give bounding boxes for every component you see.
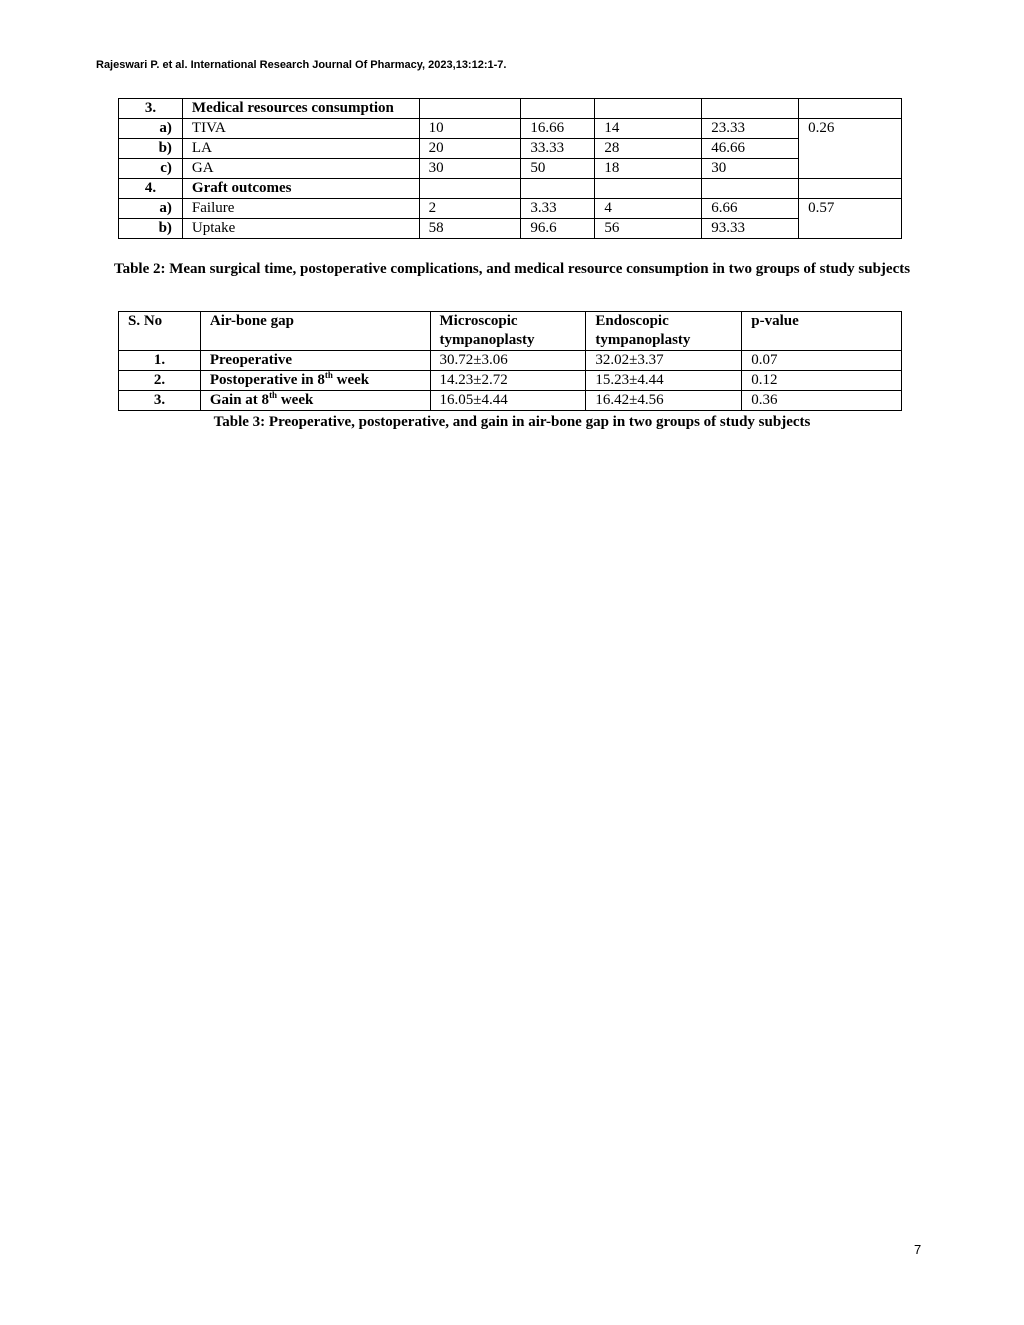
row-number: 3. [119,99,183,119]
row-label: Medical resources consumption [182,99,419,119]
header-sno: S. No [119,312,201,351]
header-p-value: p-value [742,312,902,351]
cell [702,99,799,119]
row-number: 3. [119,391,201,411]
cell [799,99,902,119]
cell [595,179,702,199]
cell [799,179,902,199]
cell: 20 [419,139,521,159]
table-row [119,119,902,139]
cell: 46.66 [702,139,799,159]
row-number: 4. [119,179,183,199]
cell: 6.66 [702,199,799,219]
row-label: Uptake [182,219,419,239]
table-row [119,139,902,159]
cell: 30.72±3.06 [430,351,586,371]
cell [702,179,799,199]
table-row [119,179,902,199]
cell: 96.6 [521,219,595,239]
cell: 32.02±3.37 [586,351,742,371]
row-number: 2. [119,371,201,391]
cell: 4 [595,199,702,219]
cell [419,179,521,199]
cell: 10 [419,119,521,139]
row-label: Gain at 8th week [200,391,430,411]
row-number: b) [119,219,183,239]
table-3 [118,311,902,411]
cell: 14.23±2.72 [430,371,586,391]
cell: 0.07 [742,351,902,371]
row-label: Preoperative [200,351,430,371]
cell [521,179,595,199]
page-number: 7 [914,1242,922,1257]
row-label: LA [182,139,419,159]
row-label: Postoperative in 8th week [200,371,430,391]
table-2-caption: Table 2: Mean surgical time, postoperative complications, and medical resource consumption in two groups of study subjects [113,261,911,277]
table-3-caption: Table 3: Preoperative, postoperative, and gain in air-bone gap in two groups of study subjects [213,414,811,430]
running-head: Rajeswari P. et al. International Research Journal Of Pharmacy, 2023,13:12:1-7. [96,59,507,71]
cell: 16.05±4.44 [430,391,586,411]
p-value-cell: 0.57 [799,199,902,239]
cell: 56 [595,219,702,239]
table-row [119,219,902,239]
table-row [119,391,902,411]
header-air-bone-gap: Air-bone gap [200,312,430,351]
row-number: c) [119,159,183,179]
cell: 50 [521,159,595,179]
table-row [119,351,902,371]
table-2 [118,98,902,239]
cell: 28 [595,139,702,159]
cell [419,99,521,119]
table-row [119,159,902,179]
cell: 3.33 [521,199,595,219]
cell: 16.42±4.56 [586,391,742,411]
cell: 30 [702,159,799,179]
header-microscopic: Microscopic tympanoplasty [430,312,586,351]
row-number: a) [119,199,183,219]
cell: 16.66 [521,119,595,139]
table-row [119,99,902,119]
cell: 18 [595,159,702,179]
cell [521,99,595,119]
header-endoscopic: Endoscopic tympanoplasty [586,312,742,351]
row-number: a) [119,119,183,139]
cell: 93.33 [702,219,799,239]
cell: 2 [419,199,521,219]
cell: 0.36 [742,391,902,411]
cell: 0.12 [742,371,902,391]
row-label: Graft outcomes [182,179,419,199]
cell: 58 [419,219,521,239]
row-label: Failure [182,199,419,219]
table-header-row [119,312,902,351]
row-number: 1. [119,351,201,371]
table-row [119,199,902,219]
cell: 15.23±4.44 [586,371,742,391]
cell: 33.33 [521,139,595,159]
row-number: b) [119,139,183,159]
cell: 23.33 [702,119,799,139]
cell: 30 [419,159,521,179]
table-row [119,371,902,391]
cell [595,99,702,119]
cell: 14 [595,119,702,139]
row-label: TIVA [182,119,419,139]
p-value-cell: 0.26 [799,119,902,179]
row-label: GA [182,159,419,179]
